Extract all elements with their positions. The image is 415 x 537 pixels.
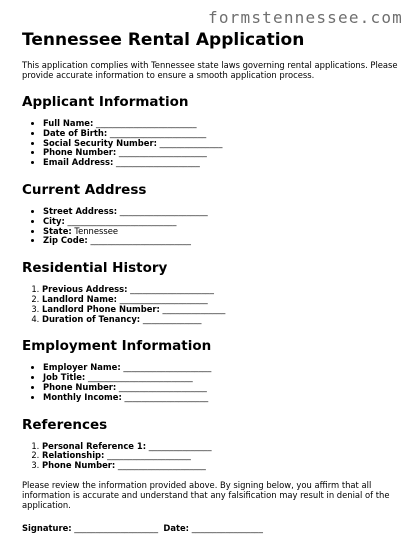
field-label: Street Address: xyxy=(43,205,118,216)
section-heading-applicant-information: Applicant Information xyxy=(22,94,189,110)
field-blank[interactable]: _____________________ xyxy=(116,147,207,158)
section-heading-employment-information: Employment Information xyxy=(22,338,212,355)
field-reference-phone xyxy=(42,461,402,471)
field-label: Phone Number: xyxy=(43,147,117,158)
field-blank[interactable]: ______________ xyxy=(140,313,202,324)
field-label: Full Name: xyxy=(43,118,94,128)
current-address-fields xyxy=(22,207,402,246)
document-page xyxy=(22,30,402,533)
field-blank[interactable]: _____________________ xyxy=(120,362,212,373)
section-heading-residential-history: Residential History xyxy=(22,260,168,277)
field-label: Relationship: xyxy=(42,450,105,461)
field-blank[interactable]: ____________________ xyxy=(127,284,214,295)
field-blank[interactable]: ____________________ xyxy=(104,450,191,461)
document-title: Tennessee Rental Application xyxy=(22,30,305,50)
field-blank[interactable]: __________________________ xyxy=(64,215,177,226)
field-label: Date of Birth: xyxy=(43,127,108,138)
site-watermark: formstennessee.com xyxy=(208,8,403,27)
field-label: Email Address: xyxy=(43,157,114,168)
signature-row xyxy=(22,523,402,533)
field-label: Phone Number: xyxy=(43,381,117,392)
field-label: Monthly Income: xyxy=(43,391,122,402)
field-label: City: xyxy=(43,215,65,226)
field-blank[interactable]: _____________________ xyxy=(116,381,207,392)
field-label: Social Security Number: xyxy=(43,137,157,148)
review-paragraph: Please review the information provided above. By signing below, you affirm that all information is accurate and understand that any falsification may result in denial of the application. xyxy=(22,479,390,510)
field-blank[interactable]: _____________________ xyxy=(115,460,206,471)
residential-history-fields xyxy=(22,285,402,324)
employment-information-fields xyxy=(22,363,402,402)
field-label: Zip Code: xyxy=(43,235,88,246)
field-monthly-income xyxy=(43,393,402,403)
section-heading-references: References xyxy=(22,416,108,433)
field-blank[interactable]: ________________________ xyxy=(93,118,197,128)
field-blank[interactable]: ____________________ xyxy=(113,157,200,168)
field-blank[interactable]: ____________________ xyxy=(121,391,209,402)
field-label: State: xyxy=(43,225,72,236)
field-blank[interactable]: _______________ xyxy=(146,440,212,451)
field-duration-of-tenancy xyxy=(42,315,402,325)
field-label: Job Title: xyxy=(43,372,86,383)
signature-line[interactable]: ____________________ xyxy=(71,522,159,533)
field-blank[interactable]: _______________ xyxy=(156,137,223,148)
field-blank[interactable]: ________________________ xyxy=(87,235,191,246)
field-email-address xyxy=(43,158,402,168)
references-fields xyxy=(22,442,402,471)
section-heading-current-address: Current Address xyxy=(22,181,147,198)
field-zip-code xyxy=(43,236,402,246)
field-blank[interactable]: _______________ xyxy=(159,303,226,314)
field-label: Personal Reference 1: xyxy=(42,440,147,451)
field-blank[interactable]: _______________________ xyxy=(107,127,207,138)
date-line[interactable]: _________________ xyxy=(189,522,263,533)
field-label: Phone Number: xyxy=(42,460,116,471)
signature-label: Signature: xyxy=(22,522,72,533)
applicant-information-fields xyxy=(22,119,402,168)
field-blank[interactable]: _________________________ xyxy=(85,372,193,383)
field-label: Employer Name: xyxy=(43,362,121,373)
field-label: Landlord Name: xyxy=(42,293,118,304)
field-blank[interactable]: _____________________ xyxy=(117,293,208,304)
field-label: Duration of Tenancy: xyxy=(42,313,141,324)
date-label: Date: xyxy=(163,522,190,533)
intro-paragraph: This application complies with Tennessee state laws governing rental applications. Please provide accurate information to ensure a smooth application process. xyxy=(22,60,398,80)
field-label: Landlord Phone Number: xyxy=(42,303,160,314)
field-label: Previous Address: xyxy=(42,284,128,295)
field-value[interactable]: Tennessee xyxy=(71,225,119,236)
field-blank[interactable]: _____________________ xyxy=(117,205,208,216)
